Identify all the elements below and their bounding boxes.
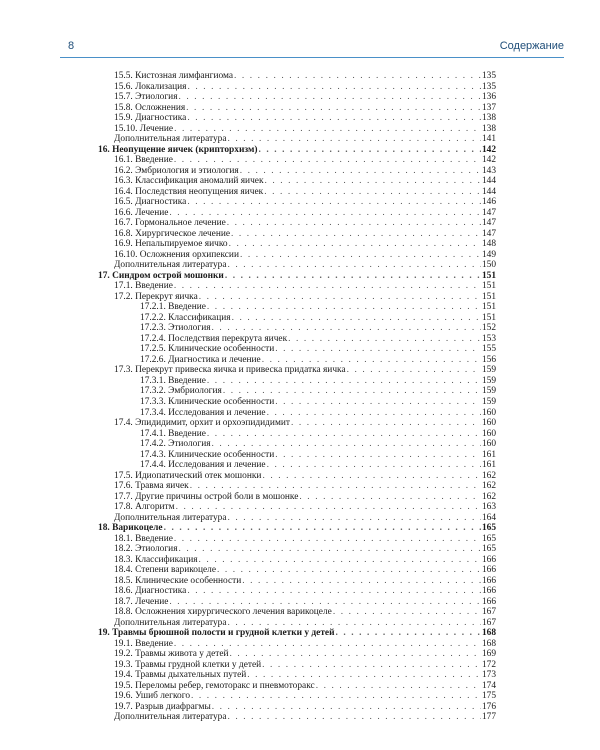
dot-leader: [212, 702, 481, 713]
toc-entry-title: 17.2. Перекрут яичка: [114, 291, 198, 302]
toc-entry[interactable]: [98, 124, 496, 135]
toc-entry[interactable]: [98, 166, 496, 177]
dot-leader: [169, 597, 481, 608]
dot-leader: [199, 292, 481, 303]
toc-entry-page: 141: [481, 134, 496, 145]
toc-entry-title: Дополнительная литература: [114, 260, 227, 271]
page-header: [60, 36, 564, 56]
dot-leader: [275, 344, 481, 355]
toc-entry-title: 16.5. Диагностика: [114, 197, 187, 208]
dot-leader: [186, 103, 481, 114]
toc-entry-page: 166: [481, 596, 496, 607]
toc-entry-title: 17.3.4. Исследования и лечение: [140, 407, 266, 418]
toc-entry-page: 166: [481, 565, 496, 576]
toc-entry-page: 165: [481, 544, 496, 555]
toc-entry-page: 144: [481, 186, 496, 197]
dot-leader: [199, 555, 481, 566]
toc-entry-title: 16.10. Осложнения орхипексии: [114, 249, 239, 260]
toc-entry-title: 19.7. Разрыв диафрагмы: [114, 701, 211, 712]
toc-entry-page: 143: [481, 165, 496, 176]
toc-chapter-entry[interactable]: [98, 628, 496, 639]
toc-entry-title: 17.4.2. Этиология: [140, 439, 211, 450]
toc-entry-page: 162: [481, 481, 496, 492]
dot-leader: [247, 670, 481, 681]
toc-entry-page: 174: [481, 680, 496, 691]
toc-entry-page: 166: [481, 575, 496, 586]
toc-entry[interactable]: [98, 397, 496, 408]
toc-entry-page: 167: [481, 617, 496, 628]
toc-entry-page: 162: [481, 470, 496, 481]
dot-leader: [336, 628, 481, 639]
toc-entry[interactable]: [98, 113, 496, 124]
toc-entry[interactable]: [98, 365, 496, 376]
toc-entry[interactable]: [98, 302, 496, 313]
toc-entry[interactable]: [98, 92, 496, 103]
dot-leader: [212, 439, 481, 450]
toc-entry-title: 18.8. Осложнения хирургического лечения варикоцеле: [114, 607, 332, 618]
toc-entry-page: 147: [481, 218, 496, 229]
dot-leader: [207, 429, 481, 440]
toc-entry[interactable]: [98, 103, 496, 114]
dot-leader: [174, 124, 481, 135]
toc-entry-title: 17.4. Эпидидимит, орхит и орхоэпидидимит: [114, 418, 290, 429]
dot-leader: [187, 197, 481, 208]
toc-entry-title: 19. Травмы брюшной полости и грудной клетки у детей: [98, 628, 335, 639]
dot-leader: [228, 260, 481, 271]
toc-entry-page: 176: [481, 701, 496, 712]
dot-leader: [191, 691, 481, 702]
toc-entry-title: 17.6. Травма яичек: [114, 481, 189, 492]
dot-leader: [225, 271, 481, 282]
toc-entry-page: 160: [481, 439, 496, 450]
toc-entry-title: 17.2.2. Классификация: [140, 312, 231, 323]
toc-entry-page: 136: [481, 92, 496, 103]
dot-leader: [275, 397, 481, 408]
dot-leader: [275, 450, 481, 461]
toc-entry[interactable]: [98, 702, 496, 713]
toc-entry-page: 138: [481, 113, 496, 124]
dot-leader: [228, 513, 481, 524]
toc-entry-page: 135: [481, 71, 496, 81]
toc-entry[interactable]: [98, 250, 496, 261]
toc-entry-page: 151: [481, 270, 496, 281]
toc-entry[interactable]: [98, 660, 496, 671]
dot-leader: [267, 460, 481, 471]
toc-entry[interactable]: [98, 334, 496, 345]
toc-entry-page: 151: [481, 291, 496, 302]
page-number: 8: [68, 40, 75, 52]
toc-entry-page: 159: [481, 396, 496, 407]
toc-entry-title: 16.4. Последствия неопущения яичек: [114, 186, 264, 197]
toc-entry[interactable]: [98, 544, 496, 555]
dot-leader: [234, 71, 481, 82]
toc-entry-title: 18. Варикоцеле: [98, 523, 163, 534]
running-section-title: Содержание: [499, 40, 564, 52]
toc-entry-title: 18.1. Введение: [114, 533, 173, 544]
toc-entry-title: 17.3.1. Введение: [140, 375, 206, 386]
toc-entry-page: 149: [481, 249, 496, 260]
toc-entry[interactable]: [98, 376, 496, 387]
toc-entry[interactable]: [98, 155, 496, 166]
toc-entry-title: 16.9. Непальпируемое яичко: [114, 239, 228, 250]
toc-entry-page: 151: [481, 312, 496, 323]
toc-entry-page: 152: [481, 323, 496, 334]
toc-entry-page: 144: [481, 176, 496, 187]
toc-entry[interactable]: [98, 229, 496, 240]
toc-entry-page: 146: [481, 197, 496, 208]
toc-entry-page: 138: [481, 123, 496, 134]
toc-entry-page: 166: [481, 554, 496, 565]
toc-entry-page: 175: [481, 691, 496, 702]
dot-leader: [223, 386, 481, 397]
dot-leader: [265, 176, 481, 187]
toc-entry-title: 19.3. Травмы грудной клетки у детей: [114, 659, 262, 670]
toc-entry[interactable]: [98, 555, 496, 566]
toc-entry-title: 19.5. Переломы ребер, гемоторакс и пневмоторакс: [114, 680, 315, 691]
toc-entry-title: 18.6. Диагностика: [114, 586, 187, 597]
toc-entry[interactable]: [98, 197, 496, 208]
dot-leader: [262, 355, 481, 366]
toc-entry[interactable]: [98, 513, 496, 524]
toc-entry-title: 17.4.1. Введение: [140, 428, 206, 439]
toc-entry-page: 164: [481, 512, 496, 523]
toc-entry-title: 17.3.2. Эмбриология: [140, 386, 222, 397]
toc-entry[interactable]: [98, 323, 496, 334]
toc-entry[interactable]: [98, 481, 496, 492]
toc-entry-title: 16.3. Классификация аномалий яичек: [114, 176, 264, 187]
dot-leader: [264, 187, 481, 198]
toc-entry-page: 156: [481, 354, 496, 365]
toc-entry-page: 172: [481, 659, 496, 670]
toc-entry-page: 160: [481, 407, 496, 418]
dot-leader: [242, 576, 481, 587]
toc-entry-page: 150: [481, 260, 496, 271]
toc-entry-page: 160: [481, 418, 496, 429]
dot-leader: [228, 618, 481, 629]
dot-leader: [187, 586, 481, 597]
dot-leader: [291, 418, 481, 429]
toc-entry-title: 15.9. Диагностика: [114, 113, 187, 124]
toc-entry-title: 15.6. Локализация: [114, 81, 187, 92]
dot-leader: [231, 229, 481, 240]
toc-entry-title: 15.7. Этиология: [114, 92, 178, 103]
toc-entry[interactable]: [98, 460, 496, 471]
toc-entry-page: 151: [481, 281, 496, 292]
toc-entry-title: Дополнительная литература: [114, 512, 227, 523]
toc-entry[interactable]: [98, 565, 496, 576]
dot-leader: [228, 134, 481, 145]
toc-entry-title: 15.5. Кистозная лимфангиома: [114, 71, 234, 81]
toc-entry[interactable]: [98, 418, 496, 429]
toc-entry-title: 17.4.4. Исследования и лечение: [140, 460, 266, 471]
dot-leader: [240, 250, 481, 261]
toc-entry-page: 159: [481, 386, 496, 397]
dot-leader: [227, 218, 481, 229]
dot-leader: [174, 639, 481, 650]
toc-entry-title: 19.4. Травмы дыхательных путей: [114, 670, 247, 681]
toc-entry[interactable]: [98, 450, 496, 461]
toc-entry-title: 17.3.3. Клинические особенности: [140, 396, 275, 407]
dot-leader: [207, 376, 481, 387]
toc-chapter-entry[interactable]: [98, 271, 496, 282]
dot-leader: [187, 113, 481, 124]
toc-entry-title: 18.5. Клинические особенности: [114, 575, 242, 586]
toc-entry[interactable]: [98, 429, 496, 440]
dot-leader: [262, 660, 481, 671]
dot-leader: [190, 481, 481, 492]
toc-entry-title: Дополнительная литература: [114, 617, 227, 628]
toc-entry-title: 18.2. Этиология: [114, 544, 178, 555]
toc-chapter-entry[interactable]: [98, 145, 496, 156]
toc-entry-page: 151: [481, 302, 496, 313]
toc-entry-page: 161: [481, 460, 496, 471]
toc-entry-title: 17.1. Введение: [114, 281, 173, 292]
dot-leader: [267, 408, 481, 419]
toc-entry[interactable]: [98, 639, 496, 650]
toc-entry-page: 169: [481, 649, 496, 660]
toc-entry-title: 17. Синдром острой мошонки: [98, 270, 224, 281]
toc-entry-page: 168: [481, 628, 496, 639]
toc-entry[interactable]: [98, 670, 496, 681]
toc-entry-title: 17.2.4. Последствия перекрута яичек: [140, 333, 288, 344]
dot-leader: [333, 607, 481, 618]
toc-entry[interactable]: [98, 502, 496, 513]
toc-entry[interactable]: [98, 492, 496, 503]
toc-entry[interactable]: [98, 71, 496, 82]
toc-entry-title: Дополнительная литература: [114, 712, 227, 723]
dot-leader: [169, 208, 481, 219]
toc-entry-title: 18.4. Степени варикоцеле: [114, 565, 216, 576]
dot-leader: [207, 302, 481, 313]
header-divider: [60, 57, 564, 58]
toc-entry-page: 142: [481, 155, 496, 166]
dot-leader: [240, 166, 481, 177]
toc-entry[interactable]: [98, 618, 496, 629]
toc-entry-title: 16.7. Гормональное лечение: [114, 218, 226, 229]
toc-entry-page: 162: [481, 491, 496, 502]
toc-entry[interactable]: [98, 712, 496, 723]
toc-entry-page: 155: [481, 344, 496, 355]
toc-entry[interactable]: [98, 134, 496, 145]
toc-entry[interactable]: [98, 681, 496, 692]
toc-entry[interactable]: [98, 586, 496, 597]
dot-leader: [228, 712, 481, 723]
toc-entry[interactable]: [98, 344, 496, 355]
dot-leader: [176, 502, 481, 513]
toc-entry-page: 163: [481, 502, 496, 513]
toc-entry-title: 17.8. Алгоритм: [114, 502, 175, 513]
toc-entry-title: 17.4.3. Клинические особенности: [140, 449, 275, 460]
toc-entry-title: 17.2.6. Диагностика и лечение: [140, 354, 261, 365]
toc-entry[interactable]: [98, 597, 496, 608]
table-of-contents: [98, 71, 496, 723]
dot-leader: [288, 334, 481, 345]
toc-entry-page: 159: [481, 375, 496, 386]
toc-entry-title: 15.8. Осложнения: [114, 102, 186, 113]
toc-entry[interactable]: [98, 691, 496, 702]
toc-entry-title: 17.2.3. Этиология: [140, 323, 211, 334]
toc-entry[interactable]: [98, 649, 496, 660]
dot-leader: [299, 492, 481, 503]
dot-leader: [212, 323, 481, 334]
toc-entry[interactable]: [98, 313, 496, 324]
toc-chapter-entry[interactable]: [98, 523, 496, 534]
dot-leader: [259, 145, 481, 156]
toc-entry-page: 142: [481, 144, 496, 155]
toc-entry[interactable]: [98, 292, 496, 303]
toc-entry[interactable]: [98, 239, 496, 250]
toc-entry-title: 17.2.1. Введение: [140, 302, 206, 313]
dot-leader: [174, 155, 481, 166]
dot-leader: [174, 534, 481, 545]
dot-leader: [347, 365, 481, 376]
toc-entry[interactable]: [98, 187, 496, 198]
toc-entry[interactable]: [98, 576, 496, 587]
toc-entry[interactable]: [98, 281, 496, 292]
toc-entry-title: 17.7. Другие причины острой боли в мошонке: [114, 491, 299, 502]
dot-leader: [316, 681, 481, 692]
toc-entry-page: 161: [481, 449, 496, 460]
toc-entry-page: 153: [481, 333, 496, 344]
dot-leader: [164, 523, 481, 534]
toc-entry[interactable]: [98, 218, 496, 229]
toc-entry-title: 16.1. Введение: [114, 155, 173, 166]
toc-entry-title: 19.1. Введение: [114, 638, 173, 649]
toc-entry-page: 147: [481, 207, 496, 218]
dot-leader: [174, 281, 481, 292]
dot-leader: [232, 313, 481, 324]
dot-leader: [217, 565, 481, 576]
toc-entry-page: 168: [481, 638, 496, 649]
dot-leader: [230, 649, 481, 660]
toc-entry-page: 165: [481, 533, 496, 544]
toc-entry-page: 160: [481, 428, 496, 439]
toc-entry-title: 17.5. Идиопатический отек мошонки: [114, 470, 262, 481]
toc-entry-page: 159: [481, 365, 496, 376]
toc-entry-page: 148: [481, 239, 496, 250]
toc-entry-page: 137: [481, 102, 496, 113]
toc-entry-title: Дополнительная литература: [114, 134, 227, 145]
toc-entry-title: 16.8. Хирургическое лечение: [114, 228, 231, 239]
toc-entry-page: 147: [481, 228, 496, 239]
toc-entry-page: 135: [481, 81, 496, 92]
toc-entry[interactable]: [98, 260, 496, 271]
toc-entry-page: 166: [481, 586, 496, 597]
toc-entry-title: 16. Неопущение яичек (крипторхизм): [98, 144, 258, 155]
toc-entry[interactable]: [98, 355, 496, 366]
toc-entry-page: 165: [481, 523, 496, 534]
toc-entry[interactable]: [98, 607, 496, 618]
dot-leader: [179, 92, 481, 103]
toc-entry[interactable]: [98, 386, 496, 397]
toc-entry[interactable]: [98, 534, 496, 545]
toc-entry-title: 15.10. Лечение: [114, 123, 174, 134]
toc-entry-title: 18.7. Лечение: [114, 596, 169, 607]
dot-leader: [262, 471, 481, 482]
toc-entry-title: 16.6. Лечение: [114, 207, 169, 218]
toc-entry-title: 17.3. Перекрут привеска яичка и привеска придатка яичка: [114, 365, 346, 376]
toc-entry-title: 19.6. Ушиб легкого: [114, 691, 191, 702]
toc-entry-page: 177: [481, 712, 496, 723]
dot-leader: [229, 239, 481, 250]
toc-entry-title: 19.2. Травмы живота у детей: [114, 649, 229, 660]
toc-entry-page: 173: [481, 670, 496, 681]
dot-leader: [187, 82, 480, 93]
toc-entry-title: 18.3. Классификация: [114, 554, 198, 565]
toc-entry[interactable]: [98, 82, 496, 93]
toc-entry[interactable]: [98, 176, 496, 187]
toc-entry[interactable]: [98, 471, 496, 482]
toc-entry[interactable]: [98, 439, 496, 450]
toc-entry-title: 16.2. Эмбриология и этиология: [114, 165, 239, 176]
toc-entry[interactable]: [98, 208, 496, 219]
toc-entry-title: 17.2.5. Клинические особенности: [140, 344, 275, 355]
toc-entry-page: 167: [481, 607, 496, 618]
toc-entry[interactable]: [98, 408, 496, 419]
dot-leader: [179, 544, 481, 555]
